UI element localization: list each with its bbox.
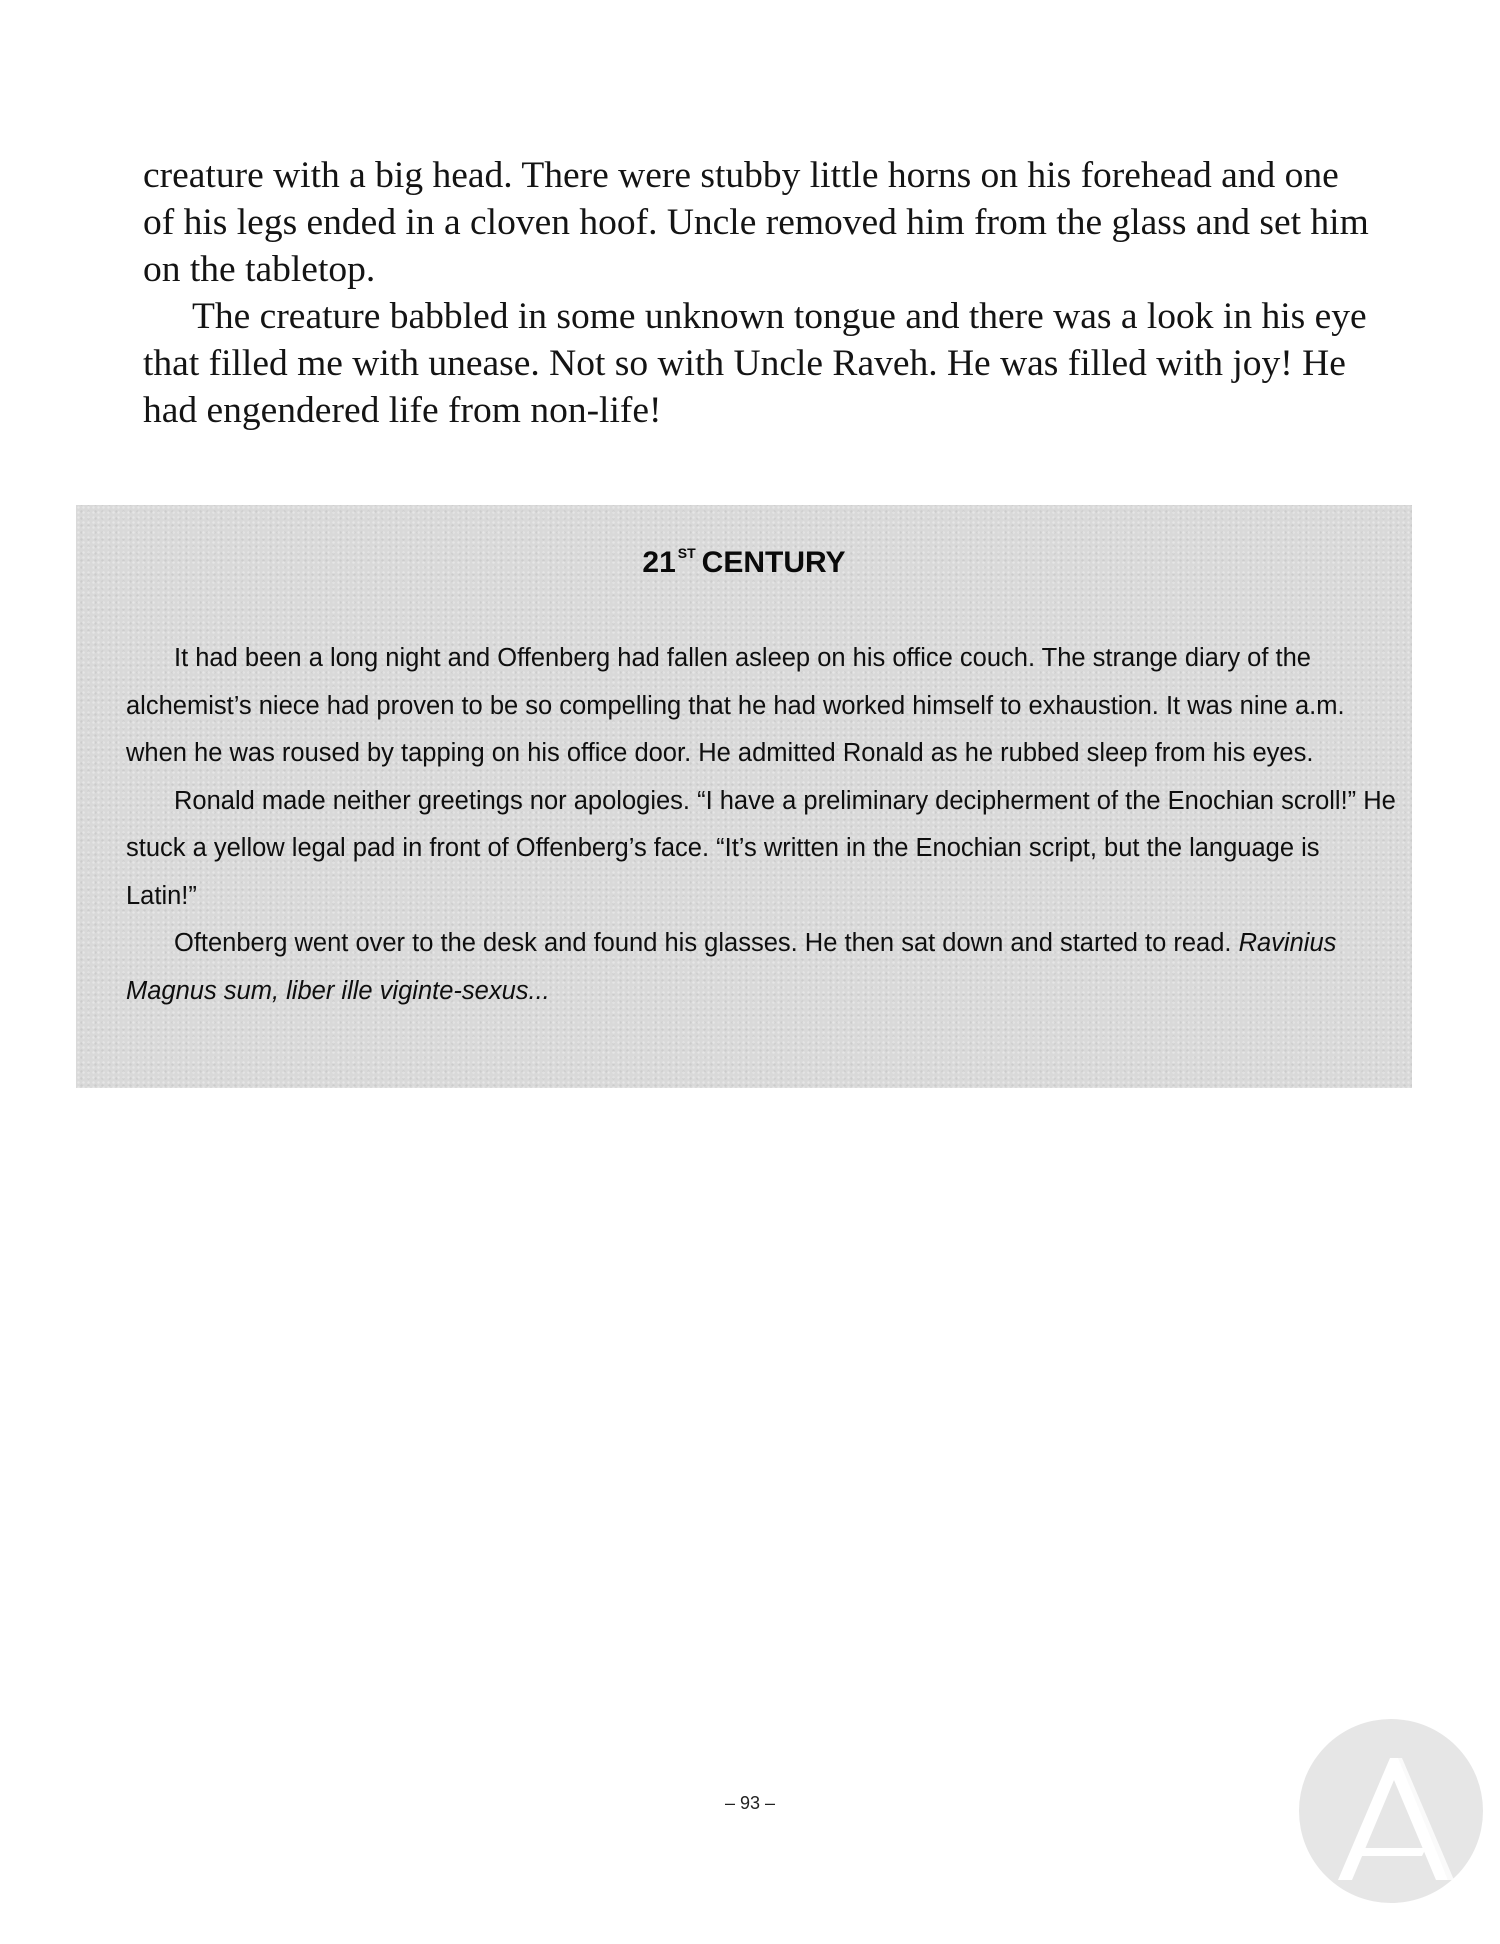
latin-quote: Ravinius Magnus sum, liber ille viginte-sexus... xyxy=(126,929,1337,1005)
watermark-circle xyxy=(1299,1719,1483,1903)
watermark-a-bar xyxy=(1356,1848,1426,1856)
heading-superscript: ST xyxy=(677,545,696,561)
sidebar-paragraph-2: Ronald made neither greetings nor apologies. “I have a preliminary decipherment of the Enochian scroll!” He stuck a yellow legal pad in front of Offenberg’s face. “It’s written in the Enochian script, but the language is Latin!” xyxy=(126,786,1396,910)
sidebar-paragraph-3 xyxy=(126,920,1396,1015)
sidebar-box xyxy=(76,505,1412,1088)
sidebar-paragraph-3-text: Oftenberg went over to the desk and found his glasses. He then sat down and started to read. xyxy=(174,929,1239,957)
sidebar-heading xyxy=(76,545,1412,580)
narrative-paragraph-2: The creature babbled in some unknown tongue and there was a look in his eye that filled me with unease. Not so with Uncle Raveh. He was filled with joy! He had engendered life from non-life! xyxy=(143,296,1367,431)
sidebar-paragraph-1: It had been a long night and Offenberg had fallen asleep on his office couch. The strange diary of the alchemist’s niece had proven to be so compelling that he had worked himself to exhaustion. It was nine a.m. when he was roused by tapping on his office door. He admitted Ronald as he rubbed sleep from his eyes. xyxy=(126,644,1345,767)
narrative-paragraph-1: creature with a big head. There were stubby little horns on his forehead and one of his legs ended in a cloven hoof. Uncle removed him from the glass and set him on the tabletop. xyxy=(143,155,1369,290)
narrative-text xyxy=(143,152,1373,434)
heading-number: 21 xyxy=(642,546,676,579)
heading-word: CENTURY xyxy=(701,546,846,579)
sidebar-body xyxy=(126,635,1396,1015)
page-number: – 93 – xyxy=(724,1793,776,1813)
stylized-a-logo-icon xyxy=(1298,1718,1484,1904)
